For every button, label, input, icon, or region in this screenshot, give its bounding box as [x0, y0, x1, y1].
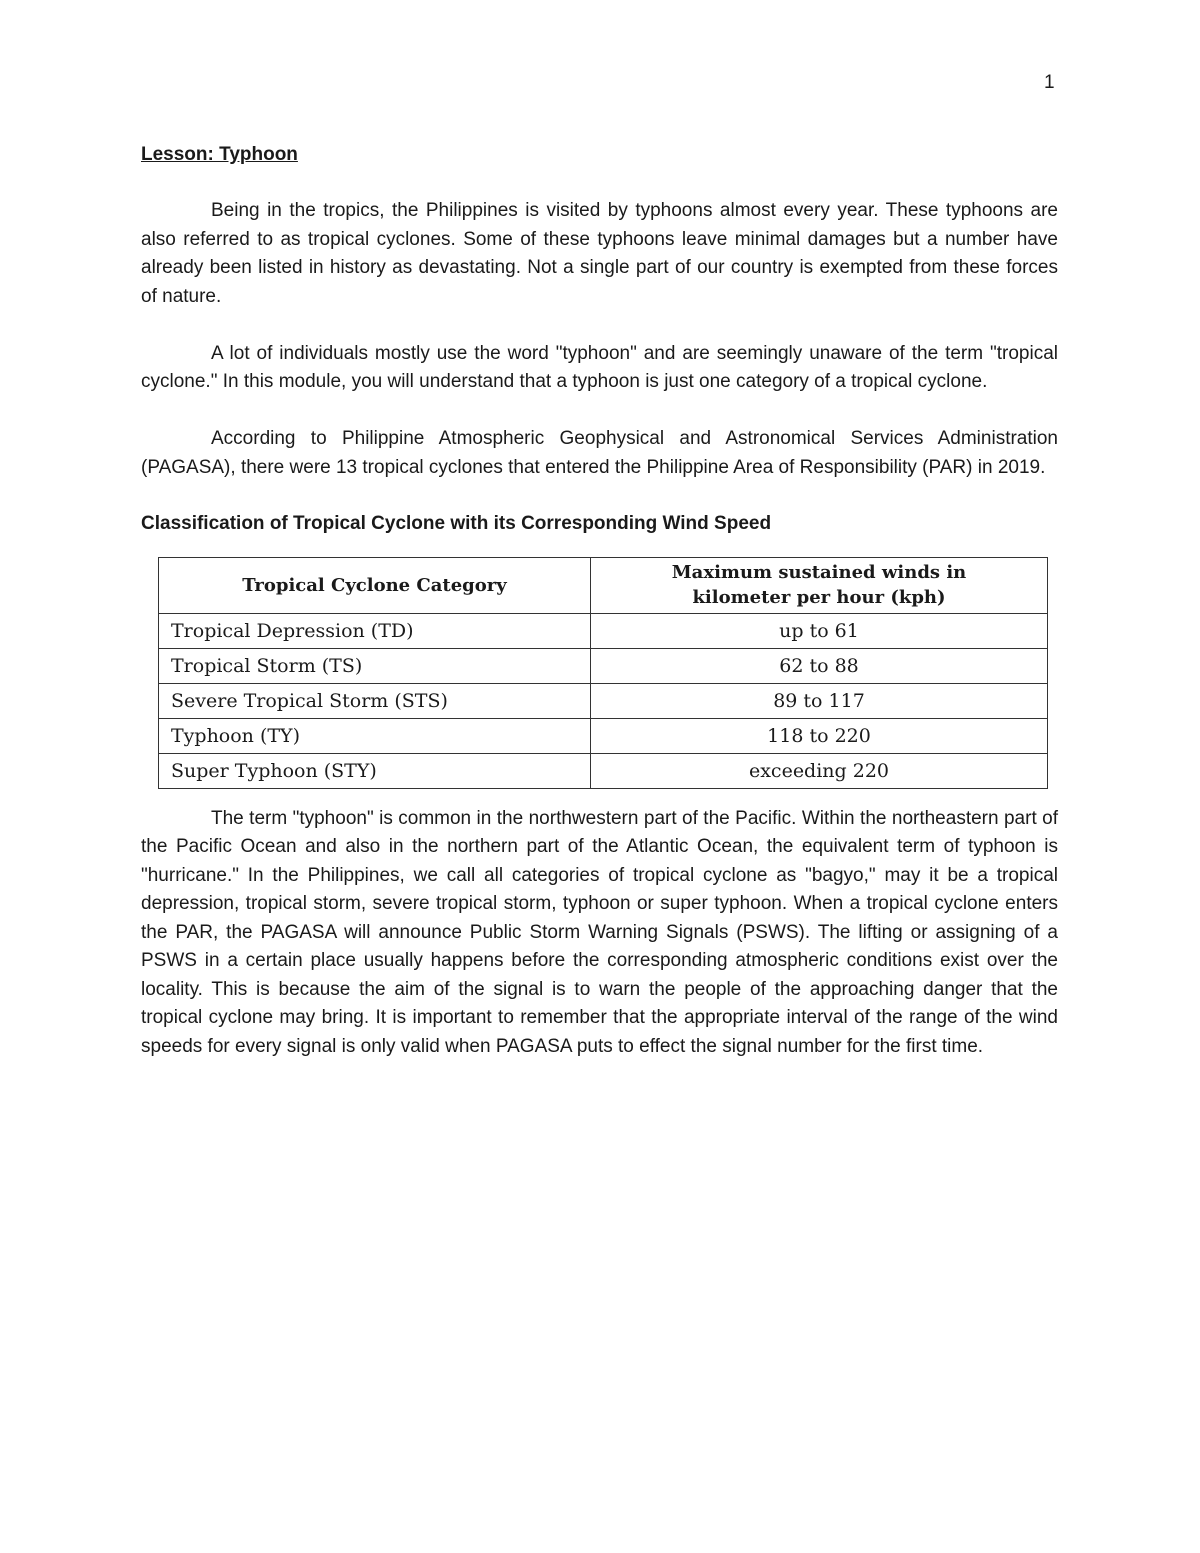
- table-row: [159, 683, 1048, 718]
- header-wind-line1: Maximum sustained winds in: [671, 562, 967, 583]
- cell-category: Severe Tropical Storm (STS): [159, 683, 591, 718]
- header-category: Tropical Cyclone Category: [159, 557, 591, 613]
- cell-wind: 89 to 117: [591, 683, 1048, 718]
- cell-category: Tropical Depression (TD): [159, 613, 591, 648]
- cell-wind: exceeding 220: [591, 753, 1048, 788]
- header-wind-line2: kilometer per hour (kph): [692, 587, 946, 608]
- pagasa-paragraph: According to Philippine Atmospheric Geophysical and Astronomical Services Administration (PAGASA), there were 13 tropical cyclones that entered the Philippine Area of Responsibility (PAR) in 2019.: [141, 428, 1058, 478]
- header-wind: [591, 557, 1048, 613]
- table-row: [159, 648, 1048, 683]
- cell-wind: 62 to 88: [591, 648, 1048, 683]
- cell-category: Super Typhoon (STY): [159, 753, 591, 788]
- table-row: [159, 613, 1048, 648]
- cell-category: Tropical Storm (TS): [159, 648, 591, 683]
- cyclone-classification-table: [158, 557, 1048, 789]
- closing-paragraph: The term "typhoon" is common in the northwestern part of the Pacific. Within the northeastern part of the Pacific Ocean and also in the northern part of the Atlantic Ocean, the equivalent term of typhoon is "hurricane." In the Philippines, we call all categories of tropical cyclone as "bagyo," may it be a tropical depression, tropical storm, severe tropical storm, typhoon or super typhoon. When a tropical cyclone enters the PAR, the PAGASA will announce Public Storm Warning Signals (PSWS). The lifting or assigning of a PSWS in a certain place usually happens before the corresponding atmospheric conditions exist over the locality. This is because the aim of the signal is to warn the people of the approaching danger that the tropical cyclone may bring. It is important to remember that the appropriate interval of the range of the wind speeds for every signal is only valid when PAGASA puts to effect the signal number for the first time.: [141, 807, 1058, 1057]
- lesson-title: Lesson: Typhoon: [141, 144, 298, 165]
- intro-paragraph: Being in the tropics, the Philippines is visited by typhoons almost every year. These typhoons are also referred to as tropical cyclones. Some of these typhoons leave minimal damages but a number have already been listed in history as devastating. Not a single part of our country is exempted from these forces of nature.: [141, 200, 1058, 307]
- table-row: [159, 753, 1048, 788]
- table-heading: Classification of Tropical Cyclone with its Corresponding Wind Speed: [141, 512, 772, 534]
- cell-wind: 118 to 220: [591, 718, 1048, 753]
- terminology-paragraph: A lot of individuals mostly use the word "typhoon" and are seemingly unaware of the term "tropical cyclone." In this module, you will understand that a typhoon is just one category of a tropical cyclone.: [141, 342, 1058, 392]
- page-number: 1: [1044, 72, 1055, 93]
- document-body: [141, 142, 1058, 1090]
- cell-wind: up to 61: [591, 613, 1048, 648]
- table-header-row: [159, 557, 1048, 613]
- table-row: [159, 718, 1048, 753]
- cell-category: Typhoon (TY): [159, 718, 591, 753]
